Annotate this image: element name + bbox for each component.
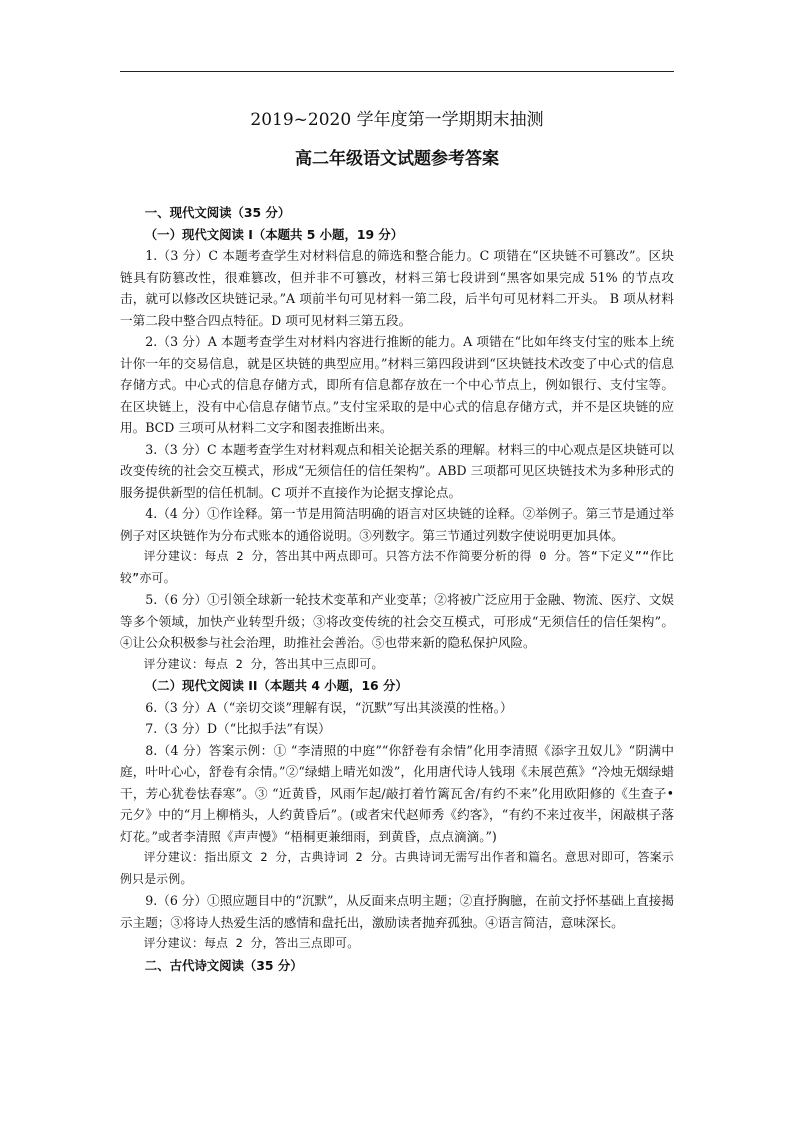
subsection-heading: （一）现代文阅读 I（本题共 5 小题，19 分） xyxy=(144,226,404,242)
answer-paragraph: 1.（3 分）C 本题考查学生对材料信息的筛选和整合能力。C 项错在“区块链不可篡改”。区块链具有防篡改性，很难篡改，但并非不可篡改，材料三第七段讲到“黑客如果完成 51% 的节点攻击，就可以修改区块链记录。”A 项前半句可见材料一第二段，后半句可见材料二开头。 B 项从材料一第二段中整合四点特征。D 项可见材料三第五段。 xyxy=(120,248,674,328)
answer-paragraph: 5.（6 分）①引领全球新一轮技术变革和产业变革；②将被广泛应用于金融、物流、医疗、文娱等多个领域，加快产业转型升级；③将改变传统的社会交互模式，可形成“无须信任的信任架构”。④让公众积极参与社会治理，助推社会善治。⑤也带来新的隐私保护风险。 xyxy=(120,592,674,650)
document-title: 2019~2020 学年度第一学期期末抽测 xyxy=(250,110,544,130)
answer-paragraph: 4.（4 分）①作诠释。第一节是用简洁明确的语言对区块链的诠释。②举例子。第三节是通过举例子对区块链作为分布式账本的通俗说明。③列数字。第三节通过列数字使说明更加具体。 xyxy=(120,506,674,543)
answer-paragraph: 6.（3 分）A（“亲切交谈”理解有误，“沉默”写出其淡漠的性格。） xyxy=(145,699,513,715)
answer-paragraph: 9.（6 分）①照应题目中的“沉默”，从反面来点明主题；②直抒胸臆，在前文抒怀基础上直接揭示主题；③将诗人热爱生活的感情和盘托出，激励读者抛弃孤独。④语言简洁，意味深长。 xyxy=(120,893,674,930)
scoring-note: 评分建议：每点 2 分，答出其中三点即可。 xyxy=(143,656,384,671)
scoring-note: 评分建议：每点 2 分，答出三点即可。 xyxy=(143,936,360,950)
document-subtitle: 高二年级语文试题参考答案 xyxy=(295,149,499,169)
answer-paragraph: 8.（4 分）答案示例：① “李清照的中庭”“你舒卷有余情”化用李清照《添字丑奴儿》“阴满中庭，叶叶心心，舒卷有余情。”②“绿蜡上晴光如泼”，化用唐代诗人钱珝《未展芭蕉》“冷烛无烟绿蜡干，芳心犹卷怯春寒”。③ “近黄昏，风雨乍起/敲打着竹篱瓦舍/有约不来”化用欧阳修的《生查子•元夕》中的“月上柳梢头，人约黄昏后”。(或者宋代赵师秀《约客》，“有约不来过夜半，闲敲棋子落灯花。”或者李清照《声声慢》“梧桐更兼细雨，到黄昏，点点滴滴。”) xyxy=(120,742,674,844)
section-heading: 一、现代文阅读（35 分） xyxy=(144,205,291,220)
answer-paragraph: 7.（3 分）D（“比拟手法”有误） xyxy=(145,721,331,736)
answer-paragraph: 2.（3 分）A 本题考查学生对材料内容进行推断的能力。A 项错在“比如年终支付宝的账本上统计你一年的交易信息，就是区块链的典型应用。”材料三第四段讲到“区块链技术改变了中心式的信息存储方式。中心式的信息存储方式，即所有信息都存放在一个中心节点上，例如银行、支付宝等。在区块链上，没有中心信息存储节点。”支付宝采取的是中心式的信息存储方式，并不是区块链的应用。BCD 三项可从材料二文字和图表推断出来。 xyxy=(120,334,674,435)
subsection-heading: （二）现代文阅读 II（本题共 4 小题，16 分） xyxy=(144,678,408,693)
answer-paragraph: 3.（3 分）C 本题考查学生对材料观点和相关论据关系的理解。材料三的中心观点是区块链可以改变传统的社会交互模式，形成“无须信任的信任架构”。ABD 三项都可见区块链技术为多种形式的服务提供新型的信任机制。C 项并不直接作为论据支撑论点。 xyxy=(120,441,675,500)
header-rule xyxy=(120,71,674,72)
scoring-note: 评分建议：指出原文 2 分，古典诗词 2 分。古典诗词无需写出作者和篇名。意思对即可，答案示例只是示例。 xyxy=(120,850,674,886)
section-heading: 二、古代诗文阅读（35 分） xyxy=(144,957,303,973)
answer-body xyxy=(120,202,674,976)
scoring-note: 评分建议：每点 2 分，答出其中两点即可。只答方法不作简要分析的得 0 分。答“下定义”“作比较”亦可。 xyxy=(120,549,674,585)
